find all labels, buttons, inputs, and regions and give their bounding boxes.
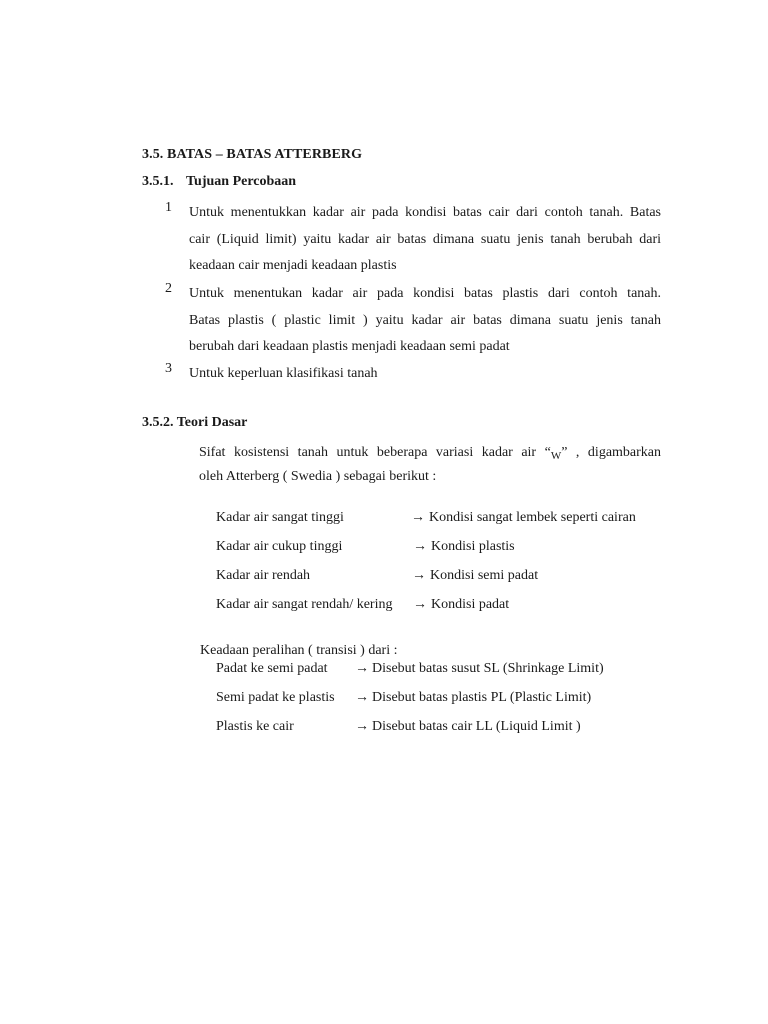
text-line: berubah dari keadaan plastis menjadi keadaan semi padat: [189, 339, 510, 354]
transition-label: Padat ke semi padat: [216, 661, 328, 676]
list-item-number: 3: [165, 361, 172, 376]
subsection-heading-tujuan: [142, 174, 296, 190]
text-line: Untuk menentukkan kadar air pada kondisi batas cair dari contoh tanah. Batas: [189, 205, 661, 220]
section-title: 3.5. BATAS – BATAS ATTERBERG: [142, 147, 363, 162]
list-item-text: [189, 200, 661, 280]
subsection-heading-teori: 3.5.2. Teori Dasar: [142, 415, 248, 430]
text-line: Batas plastis ( plastic limit ) yaitu kadar air batas dimana suatu jenis tanah: [189, 312, 661, 328]
condition-result: Kondisi sangat lembek seperti cairan: [429, 510, 636, 525]
transition-intro: Keadaan peralihan ( transisi ) dari :: [200, 643, 398, 658]
text-line: [199, 441, 661, 465]
subsection-number: 3.5.1.: [142, 174, 174, 189]
transition-label: Plastis ke cair: [216, 719, 294, 734]
text-line: keadaan cair menjadi keadaan plastis: [189, 258, 397, 273]
arrow-right-icon: →: [355, 690, 369, 705]
arrow-right-icon: →: [413, 597, 427, 612]
arrow-right-icon: →: [411, 510, 425, 525]
transition-result: Disebut batas susut SL (Shrinkage Limit): [372, 661, 604, 676]
condition-result: Kondisi plastis: [431, 539, 515, 554]
condition-label: Kadar air cukup tinggi: [216, 539, 343, 554]
subsection-title: Tujuan Percobaan: [186, 174, 297, 189]
intro-text: Sifat kosistensi tanah untuk beberapa variasi kadar air “: [199, 445, 551, 460]
text-line: Untuk keperluan klasifikasi tanah: [189, 366, 378, 381]
text-line: Untuk menentukan kadar air pada kondisi batas plastis dari contoh tanah.: [189, 286, 661, 301]
list-item-number: 2: [165, 281, 172, 296]
condition-result: Kondisi padat: [431, 597, 510, 612]
list-item-text: [189, 281, 661, 361]
transition-label: Semi padat ke plastis: [216, 690, 335, 705]
condition-label: Kadar air sangat rendah/ kering: [216, 597, 393, 612]
transition-result: Disebut batas plastis PL (Plastic Limit): [372, 690, 592, 705]
list-item-text: [189, 361, 661, 388]
condition-result: Kondisi semi padat: [430, 568, 539, 583]
transition-result: Disebut batas cair LL (Liquid Limit ): [372, 719, 581, 734]
condition-label: Kadar air rendah: [216, 568, 311, 583]
list-item-number: 1: [165, 200, 172, 215]
intro-text: ” , digambarkan: [561, 445, 662, 460]
condition-label: Kadar air sangat tinggi: [216, 510, 344, 525]
water-content-symbol: W: [550, 450, 562, 462]
intro-paragraph: [199, 441, 661, 489]
text-line: cair (Liquid limit) yaitu kadar air batas dimana suatu jenis tanah berubah dari: [189, 231, 661, 247]
arrow-right-icon: →: [412, 568, 426, 583]
arrow-right-icon: →: [355, 719, 369, 734]
arrow-right-icon: →: [355, 661, 369, 676]
arrow-right-icon: →: [413, 539, 427, 554]
text-line: oleh Atterberg ( Swedia ) sebagai berikut :: [199, 469, 437, 484]
